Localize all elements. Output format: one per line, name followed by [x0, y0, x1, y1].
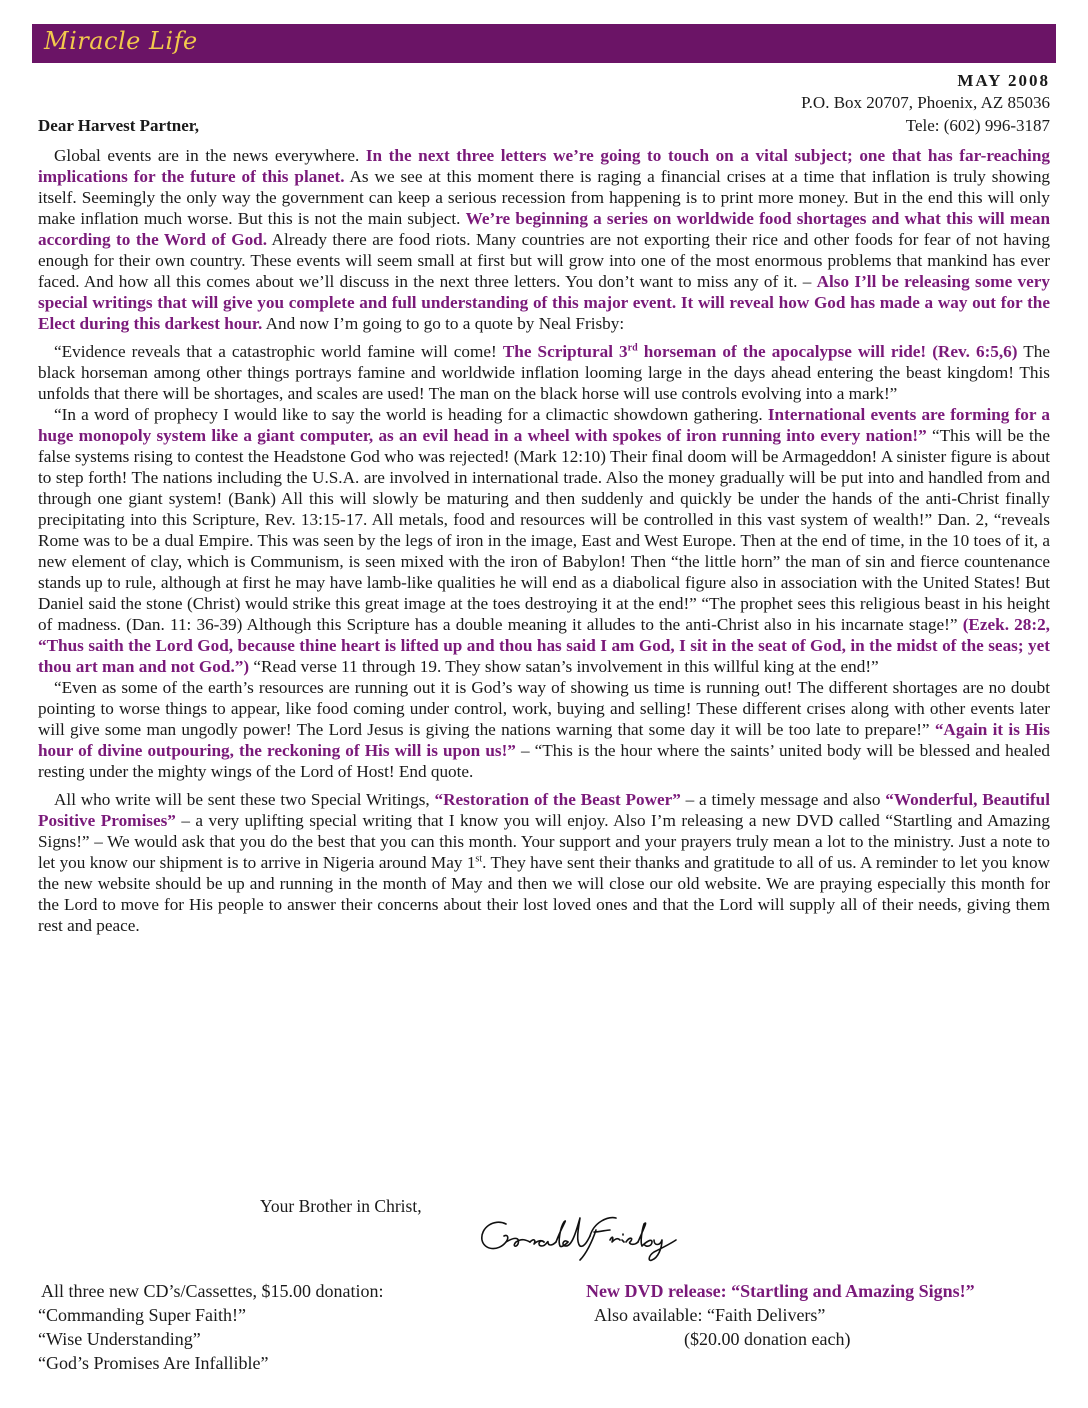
body-text: – a very uplifting special writing that I know you will enjoy. Also I’m releasing a new DVD called “Startling and Amazing Signs!” – We would ask that you do the best that you can this month. Your support and your prayers truly mean a lot to the ministry. Just a note to let you know our shipment is to arrive in Nigeria around May 1	[38, 811, 1050, 872]
dvd-also-available: Also available: “Faith Delivers”	[594, 1305, 826, 1325]
body-text: Already there are food riots. Many countries are not exporting their rice and other foods for fear of not having enough for their own country. These events will seem small at first but will grow into one of the most enormous problems that mankind has ever faced. And how all this comes about we’ll discuss in the next three letters. You don’t want to miss any of it. –	[38, 230, 1050, 291]
body-text: “Even as some of the earth’s resources are running out it is God’s way of showing us time is running out! The different shortages are no doubt pointing to worse things to appear, like food coming under control, work, buying and selling! These different crises along with other events later will give some man ungodly power! The Lord Jesus is giving the nations warning that some day it will be too late to prepare!”	[38, 678, 1050, 739]
dvd-offer	[586, 1279, 975, 1351]
highlighted-text: We’re beginning a series on worldwide food shortages and what this will mean according to the Word of God.	[38, 209, 1051, 249]
letter-body	[38, 145, 1050, 936]
brand-logo: Miracle Life	[44, 27, 198, 55]
body-text: “In a word of prophecy I would like to say the world is heading for a climactic showdown gathering.	[54, 405, 768, 424]
body-text: – a timely message and also	[680, 790, 886, 809]
highlighted-text: International events are forming for a huge monopoly system like a giant computer, as an evil head in a wheel with spokes of iron running into every nation!”	[38, 405, 1051, 445]
highlighted-text: In the next three letters we’re going to touch on a vital subject; one that has far-reaching implications for the future of this planet.	[38, 146, 1050, 186]
highlighted-text: horseman of the apocalypse will ride! (Rev. 6:5,6)	[637, 342, 1018, 361]
body-text: The black horseman among other things portrays famine and worldwide inflation looming large in the days ahead entering the beast kingdom! This unfolds that there will be shortages, and scales are used! The man on the black horse will use controls evolving into a mark!”	[38, 342, 1050, 403]
letter-paragraph	[38, 341, 1050, 404]
signature-icon	[476, 1212, 686, 1264]
cd-title: “Wise Understanding”	[38, 1329, 201, 1349]
mailing-address: P.O. Box 20707, Phoenix, AZ 85036	[801, 93, 1050, 112]
cd-title: “God’s Promises Are Infallible”	[38, 1353, 269, 1373]
cd-offer	[38, 1279, 383, 1375]
body-text: st	[475, 853, 483, 865]
closing: Your Brother in Christ,	[260, 1196, 422, 1216]
body-text: And now I’m going to go to a quote by Neal Frisby:	[262, 314, 625, 333]
letter-paragraph	[38, 677, 1050, 782]
body-text: “Evidence reveals that a catastrophic world famine will come!	[54, 342, 503, 361]
body-text: “This will be the false systems rising to contest the Headstone God who was rejected! (Mark 12:10) Their final doom will be Armageddon! A sinister figure is about to step forth! The nations including the U.S.A. are involved in international trade. Also the money gradually will be put into and handled from and through one giant system! (Bank) All this will slowly be maturing and then suddenly and quickly be under the hands of the anti-Christ finally precipitating into this Scripture, Rev. 13:15-17. All metals, food and resources will be controlled in this vast system of wealth!” Dan. 2, “reveals Rome was to be a dual Empire. This was seen by the legs of iron in the image, East and West Europe. Then at the end of time, in the 10 toes of it, a new element of clay, which is Communism, is seen mixed with the iron of Babylon! Then “the little horn” the man of sin and fierce countenance stands up to rule, although at first he may have lamb-like qualities he will end as a diabolical figure also in association with the United States! But Daniel said the stone (Christ) would strike this great image at the toes destroying it at the end!” “The prophet sees this religious beast in his height of madness. (Dan. 11: 36-39) Although this Scripture has a double meaning it alludes to the anti-Christ also in his incarnate stage!”	[38, 426, 1050, 634]
highlighted-text: The Scriptural 3	[502, 342, 628, 361]
body-text: . They have sent their thanks and gratitude to all of us. A reminder to let you know the new website should be up and running in the month of May and then we will close our old website. We are praying especially this month for the Lord to move for His people to answer their concerns about their lost loved ones and that the Lord will supply all of their needs, giving them rest and peace.	[38, 853, 1050, 935]
highlighted-text: “Wonderful, Beautiful Positive Promises”	[38, 790, 1050, 830]
body-text: – “This is the hour where the saints’ united body will be blessed and healed resting under the mighty wings of the Lord of Host! End quote.	[38, 741, 1050, 781]
highlighted-text: (Ezek. 28:2, “Thus saith the Lord God, because thine heart is lifted up and thou has said I am God, I sit in the seat of God, in the midst of the seas; yet thou art man and not God.”)	[38, 615, 1050, 676]
phone-number: Tele: (602) 996-3187	[905, 116, 1050, 135]
dvd-release-title: New DVD release: “Startling and Amazing Signs!”	[586, 1281, 975, 1301]
letter-paragraph	[38, 789, 1050, 936]
body-text: Global events are in the news everywhere.	[54, 146, 366, 165]
highlighted-text: rd	[627, 342, 638, 354]
letter-paragraph	[38, 404, 1050, 677]
highlighted-text: Also I’ll be releasing some very special writings that will give you complete and full understanding of this major event. It will reveal how God has made a way out for the Elect during this darkest hour.	[38, 272, 1051, 333]
dvd-price: ($20.00 donation each)	[684, 1329, 851, 1349]
letter-paragraph	[38, 145, 1050, 334]
cd-offer-title: All three new CD’s/Cassettes, $15.00 donation:	[41, 1281, 384, 1301]
body-text: As we see at this moment there is raging a financial crises at a time that inflation is truly showing itself. Seemingly the only way the government can keep a serious recession from happening is to print more money. But in the end this will only make inflation much worse. But this is not the main subject.	[38, 167, 1051, 228]
highlighted-text: “Restoration of the Beast Power”	[434, 790, 681, 809]
body-text: “Read verse 11 through 19. They show satan’s involvement in this willful king at the end!”	[249, 657, 879, 676]
cd-title: “Commanding Super Faith!”	[38, 1305, 246, 1325]
body-text: All who write will be sent these two Special Writings,	[54, 790, 435, 809]
letter-date: MAY 2008	[957, 71, 1050, 90]
greeting: Dear Harvest Partner,	[38, 116, 199, 135]
signature-image	[476, 1212, 686, 1269]
header-banner	[32, 24, 1056, 63]
highlighted-text: “Again it is His hour of divine outpouring, the reckoning of His will is upon us!”	[38, 720, 1050, 760]
